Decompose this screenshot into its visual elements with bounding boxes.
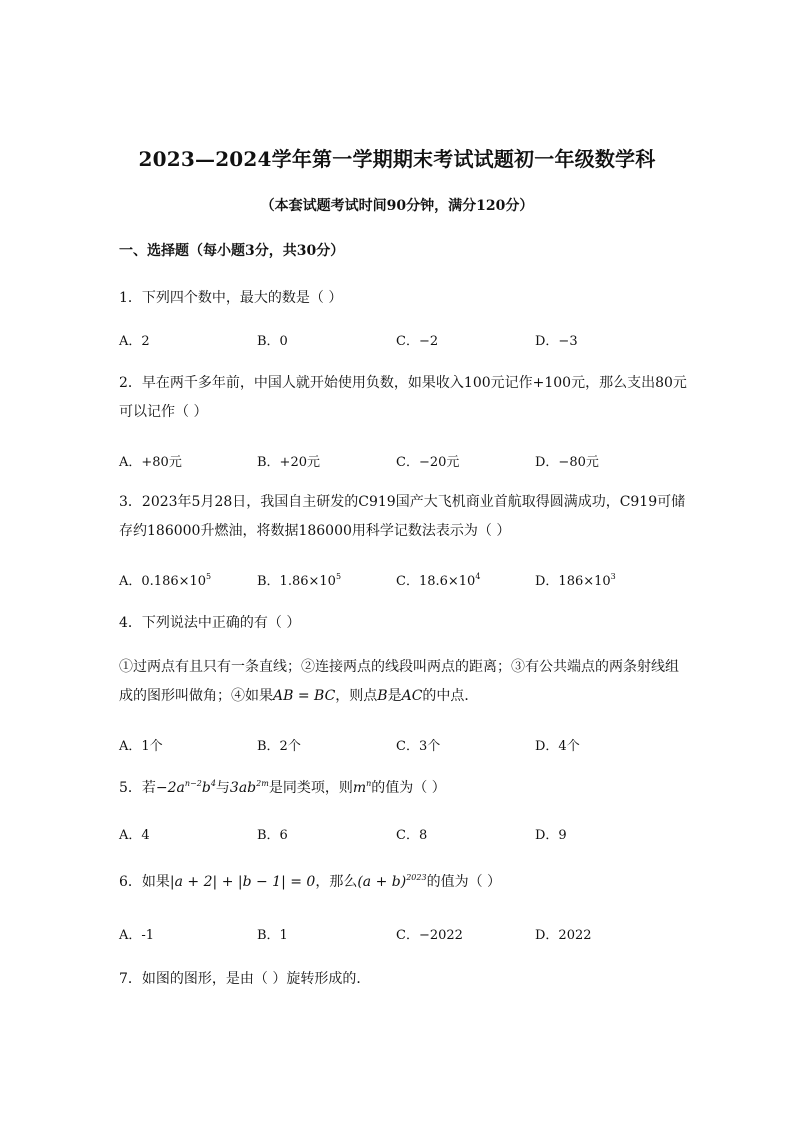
option-b: B．1 — [257, 928, 288, 943]
q5-term-2-base: 3ab — [229, 780, 257, 796]
option-a: A．-1 — [119, 928, 155, 943]
q6-power-exp: 2023 — [406, 873, 427, 882]
option-d: D．9 — [535, 828, 567, 843]
question-5 — [119, 774, 689, 803]
statement-text-c: 是 — [387, 688, 402, 704]
option-c — [396, 570, 480, 589]
statement-segment: AC — [401, 688, 423, 704]
statement-point: B — [377, 688, 388, 704]
option-a-exponent: 5 — [206, 572, 212, 581]
q6-prefix: 6．如果 — [119, 874, 170, 890]
question-2-options — [119, 451, 679, 471]
q6-suffix: 的值为（ ） — [426, 874, 502, 890]
option-a: A．+80元 — [119, 455, 182, 470]
option-b-exponent: 5 — [335, 572, 342, 581]
statement-text-d: 的中点． — [422, 688, 479, 704]
q5-prefix: 5．若 — [119, 780, 156, 796]
exam-title: 2023—2024学年第一学期期末考试试题初一年级数学科 — [138, 147, 656, 171]
option-d — [535, 570, 616, 589]
q5-term-1 — [156, 780, 216, 796]
q6-equation: |a + 2| + |b − 1| = 0 — [169, 874, 316, 890]
option-b-base: B．1.86×10 — [257, 574, 336, 589]
question-7: 7．如图的图形，是由（ ）旋转形成的． — [119, 971, 371, 987]
option-b: B．+20元 — [257, 455, 320, 470]
option-a: A．4 — [119, 828, 150, 843]
q5-suffix: 的值为（ ） — [371, 780, 446, 796]
option-d: D．2022 — [535, 928, 592, 943]
option-d: D．4个 — [535, 739, 580, 754]
question-5-options — [119, 824, 679, 844]
option-a: A．1个 — [119, 739, 163, 754]
option-d-exponent: 3 — [610, 572, 616, 581]
question-4-options — [119, 735, 679, 755]
statement-equation: AB = BC — [273, 688, 336, 704]
q6-middle: ，那么 — [315, 874, 358, 890]
option-b: B．0 — [257, 334, 288, 349]
option-b: B．6 — [257, 828, 288, 843]
question-1-options — [119, 330, 679, 350]
question-6 — [119, 868, 689, 897]
option-a — [119, 570, 211, 589]
q5-term-1-base: −2a — [155, 780, 185, 796]
exam-subtitle: （本套试题考试时间90分钟，满分120分） — [260, 198, 534, 214]
option-d: D．−80元 — [535, 455, 599, 470]
question-4-statements — [119, 653, 689, 711]
option-b — [257, 570, 341, 589]
q5-power-exp: n — [366, 779, 372, 788]
section-heading: 一、选择题（每小题3分，共30分） — [119, 243, 345, 259]
statement-text-b: ，则点 — [335, 688, 378, 704]
question-1: 1．下列四个数中，最大的数是（ ） — [119, 290, 343, 306]
option-c-exponent: 4 — [475, 572, 481, 581]
option-a: A．2 — [119, 334, 150, 349]
q5-term-1-mid: b — [201, 780, 211, 796]
question-2: 2．早在两千多年前，中国人就开始使用负数，如果收入100元记作+100元，那么支出80元可以记作（ ） — [119, 375, 687, 420]
option-d-base: D．186×10 — [535, 574, 611, 589]
q5-term-2-exp: 2m — [256, 779, 269, 788]
question-3: 3．2023年5月28日，我国自主研发的C919国产大飞机商业首航取得圆满成功，C919可储存约186000升燃油，将数据186000用科学记数法表示为（ ） — [119, 494, 686, 539]
option-a-base: A．0.186×10 — [119, 574, 207, 589]
option-c: C．8 — [396, 828, 428, 843]
q5-term-2 — [230, 780, 269, 796]
option-b: B．2个 — [257, 739, 301, 754]
option-d: D．−3 — [535, 334, 578, 349]
question-3-options — [119, 570, 679, 590]
q5-connector: 与 — [215, 780, 230, 796]
option-c: C．−2022 — [396, 928, 463, 943]
option-c-base: C．18.6×10 — [396, 574, 476, 589]
option-c: C．3个 — [396, 739, 441, 754]
option-c: C．−20元 — [396, 455, 460, 470]
statement-text-a: ①过两点有且只有一条直线；②连接两点的线段叫两点的距离；③有公共端点的两条射线组成的图形叫做角；④如果 — [119, 659, 679, 704]
q5-term-1-exp-b: 4 — [210, 779, 216, 788]
q6-power — [357, 874, 426, 890]
question-6-options — [119, 924, 679, 944]
option-c: C．−2 — [396, 334, 439, 349]
q5-power-base: m — [352, 780, 367, 796]
q5-power — [353, 780, 371, 796]
q5-middle: 是同类项，则 — [268, 780, 353, 796]
q6-power-base: (a + b) — [357, 874, 407, 890]
question-4: 4．下列说法中正确的有（ ） — [119, 615, 301, 631]
q5-term-1-exp-a: n−2 — [184, 779, 202, 788]
